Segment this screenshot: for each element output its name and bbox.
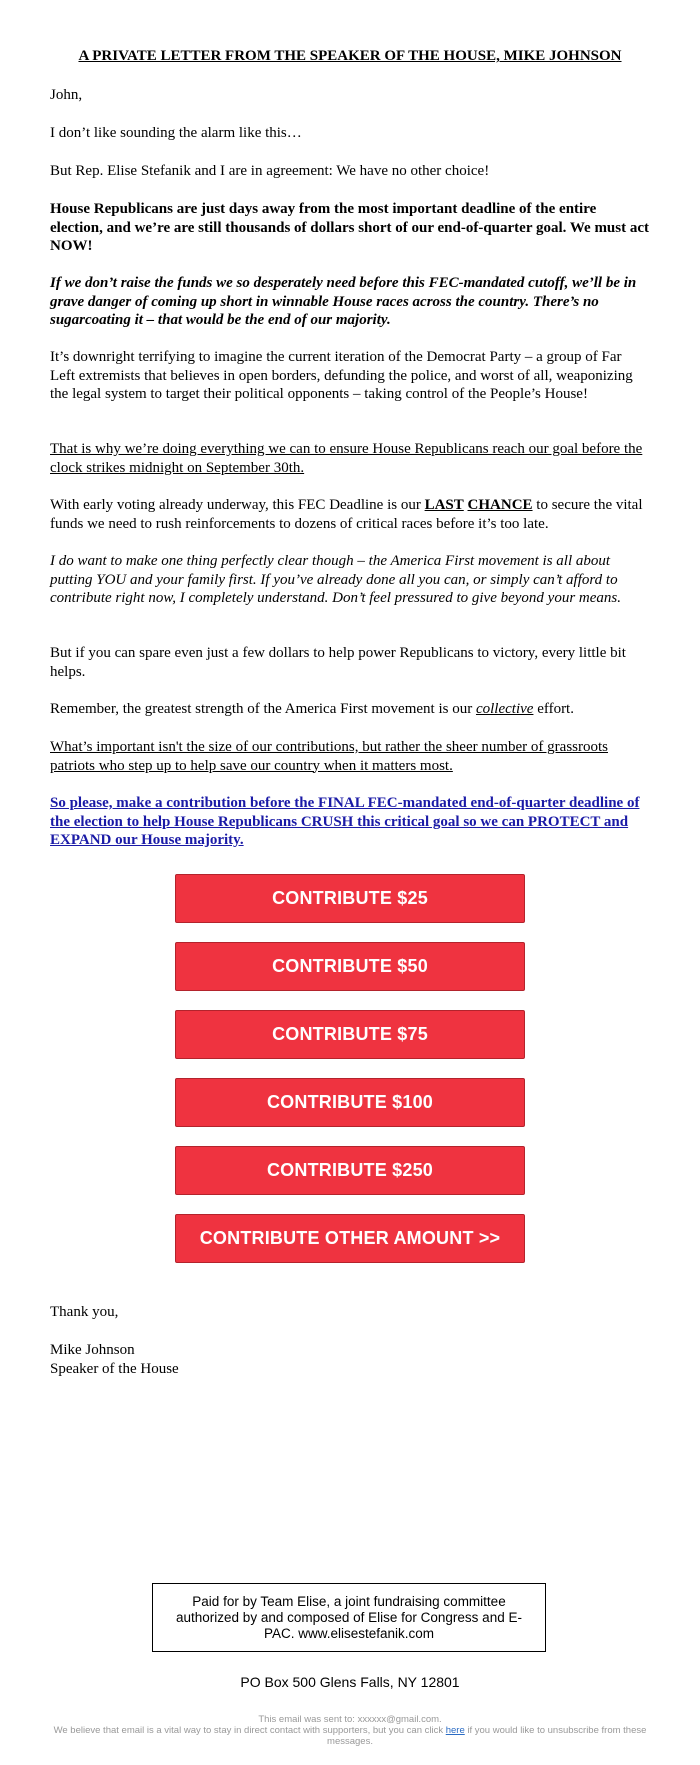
sent-to-notice: This email was sent to: xxxxxx@gmail.com.	[258, 1714, 442, 1725]
signature-name: Mike Johnson	[50, 1342, 135, 1358]
paid-for-disclaimer: Paid for by Team Elise, a joint fundraising committee authorized by and composed of Elise for Congress and E-PAC. www.elisestefanik.com	[152, 1583, 546, 1652]
collective-before: Remember, the greatest strength of the America First movement is our	[50, 701, 476, 717]
last-chance-before: With early voting already underway, this FEC Deadline is our	[50, 497, 425, 513]
contribute-250-button[interactable]: CONTRIBUTE $250	[175, 1146, 525, 1195]
contribute-50-button[interactable]: CONTRIBUTE $50	[175, 942, 525, 991]
paragraph-every-bit: But if you can spare even just a few dollars to help power Republicans to victory, every little bit helps.	[50, 645, 626, 680]
unsubscribe-text-after: if you would like to unsubscribe from these messages.	[327, 1725, 647, 1747]
paragraph-democrats: It’s downright terrifying to imagine the current iteration of the Democrat Party – a group of Far Left extremists that believes in open borders, defunding the police, and worst of all, weaponizing the legal system to target their political opponents – taking control of the People’s House!	[50, 349, 633, 402]
chance-word: CHANCE	[467, 497, 533, 513]
paragraph-deadline: House Republicans are just days away from the most important deadline of the entire election, and we’re are still thousands of dollars short of our end-of-quarter goal. We must act NOW!	[50, 201, 650, 254]
last-chance-after: to secure the vital funds we need to rush reinforcements to dozens of critical races before it’s too late.	[50, 497, 643, 532]
paragraph-agreement: But Rep. Elise Stefanik and I are in agreement: We have no other choice!	[50, 163, 490, 179]
greeting: John,	[50, 87, 83, 103]
unsubscribe-notice	[45, 1725, 655, 1747]
collective-after: effort.	[533, 701, 574, 717]
unsubscribe-text-before: We believe that email is a vital way to stay in direct contact with supporters, but you can click	[53, 1725, 446, 1736]
contribute-25-button[interactable]: CONTRIBUTE $25	[175, 874, 525, 923]
contribute-75-button[interactable]: CONTRIBUTE $75	[175, 1010, 525, 1059]
unsubscribe-link[interactable]: here	[445, 1725, 465, 1736]
paragraph-alarm: I don’t like sounding the alarm like this…	[50, 125, 302, 141]
signature	[50, 1341, 650, 1378]
contribute-other-amount-button[interactable]: CONTRIBUTE OTHER AMOUNT >>	[175, 1214, 525, 1263]
mailing-address: PO Box 500 Glens Falls, NY 12801	[240, 1674, 460, 1690]
signoff: Thank you,	[50, 1304, 119, 1320]
contribute-cta-link[interactable]: So please, make a contribution before the FINAL FEC-mandated end-of-quarter deadline of the election to help House Republicans CRUSH this critical goal so we can PROTECT and EXPAND our House majority.	[50, 795, 640, 848]
letter-title: A PRIVATE LETTER FROM THE SPEAKER OF THE HOUSE, MIKE JOHNSON	[78, 48, 622, 64]
paragraph-understanding: I do want to make one thing perfectly clear though – the America First movement is all about putting YOU and your family first. If you’ve already done all you can, or simply can’t afford to contribute right now, I completely understand. Don’t feel pressured to give beyond your means.	[50, 553, 622, 606]
paragraph-goal: That is why we’re doing everything we can to ensure House Republicans reach our goal before the clock strikes midnight on September 30th.	[50, 441, 643, 476]
paragraph-warning: If we don’t raise the funds we so desperately need before this FEC-mandated cutoff, we’ll be in grave danger of coming up short in winnable House races across the country. There’s no sugarcoating it – that would be the end of our majority.	[50, 275, 637, 328]
paragraph-last-chance	[50, 496, 650, 533]
collective-word: collective	[475, 701, 534, 717]
signature-title: Speaker of the House	[50, 1360, 179, 1377]
paragraph-grassroots: What’s important isn't the size of our contributions, but rather the sheer number of grassroots patriots who step up to help save our country when it matters most.	[50, 739, 608, 774]
contribute-100-button[interactable]: CONTRIBUTE $100	[175, 1078, 525, 1127]
paragraph-collective	[50, 700, 650, 719]
last-word: LAST	[424, 497, 464, 513]
